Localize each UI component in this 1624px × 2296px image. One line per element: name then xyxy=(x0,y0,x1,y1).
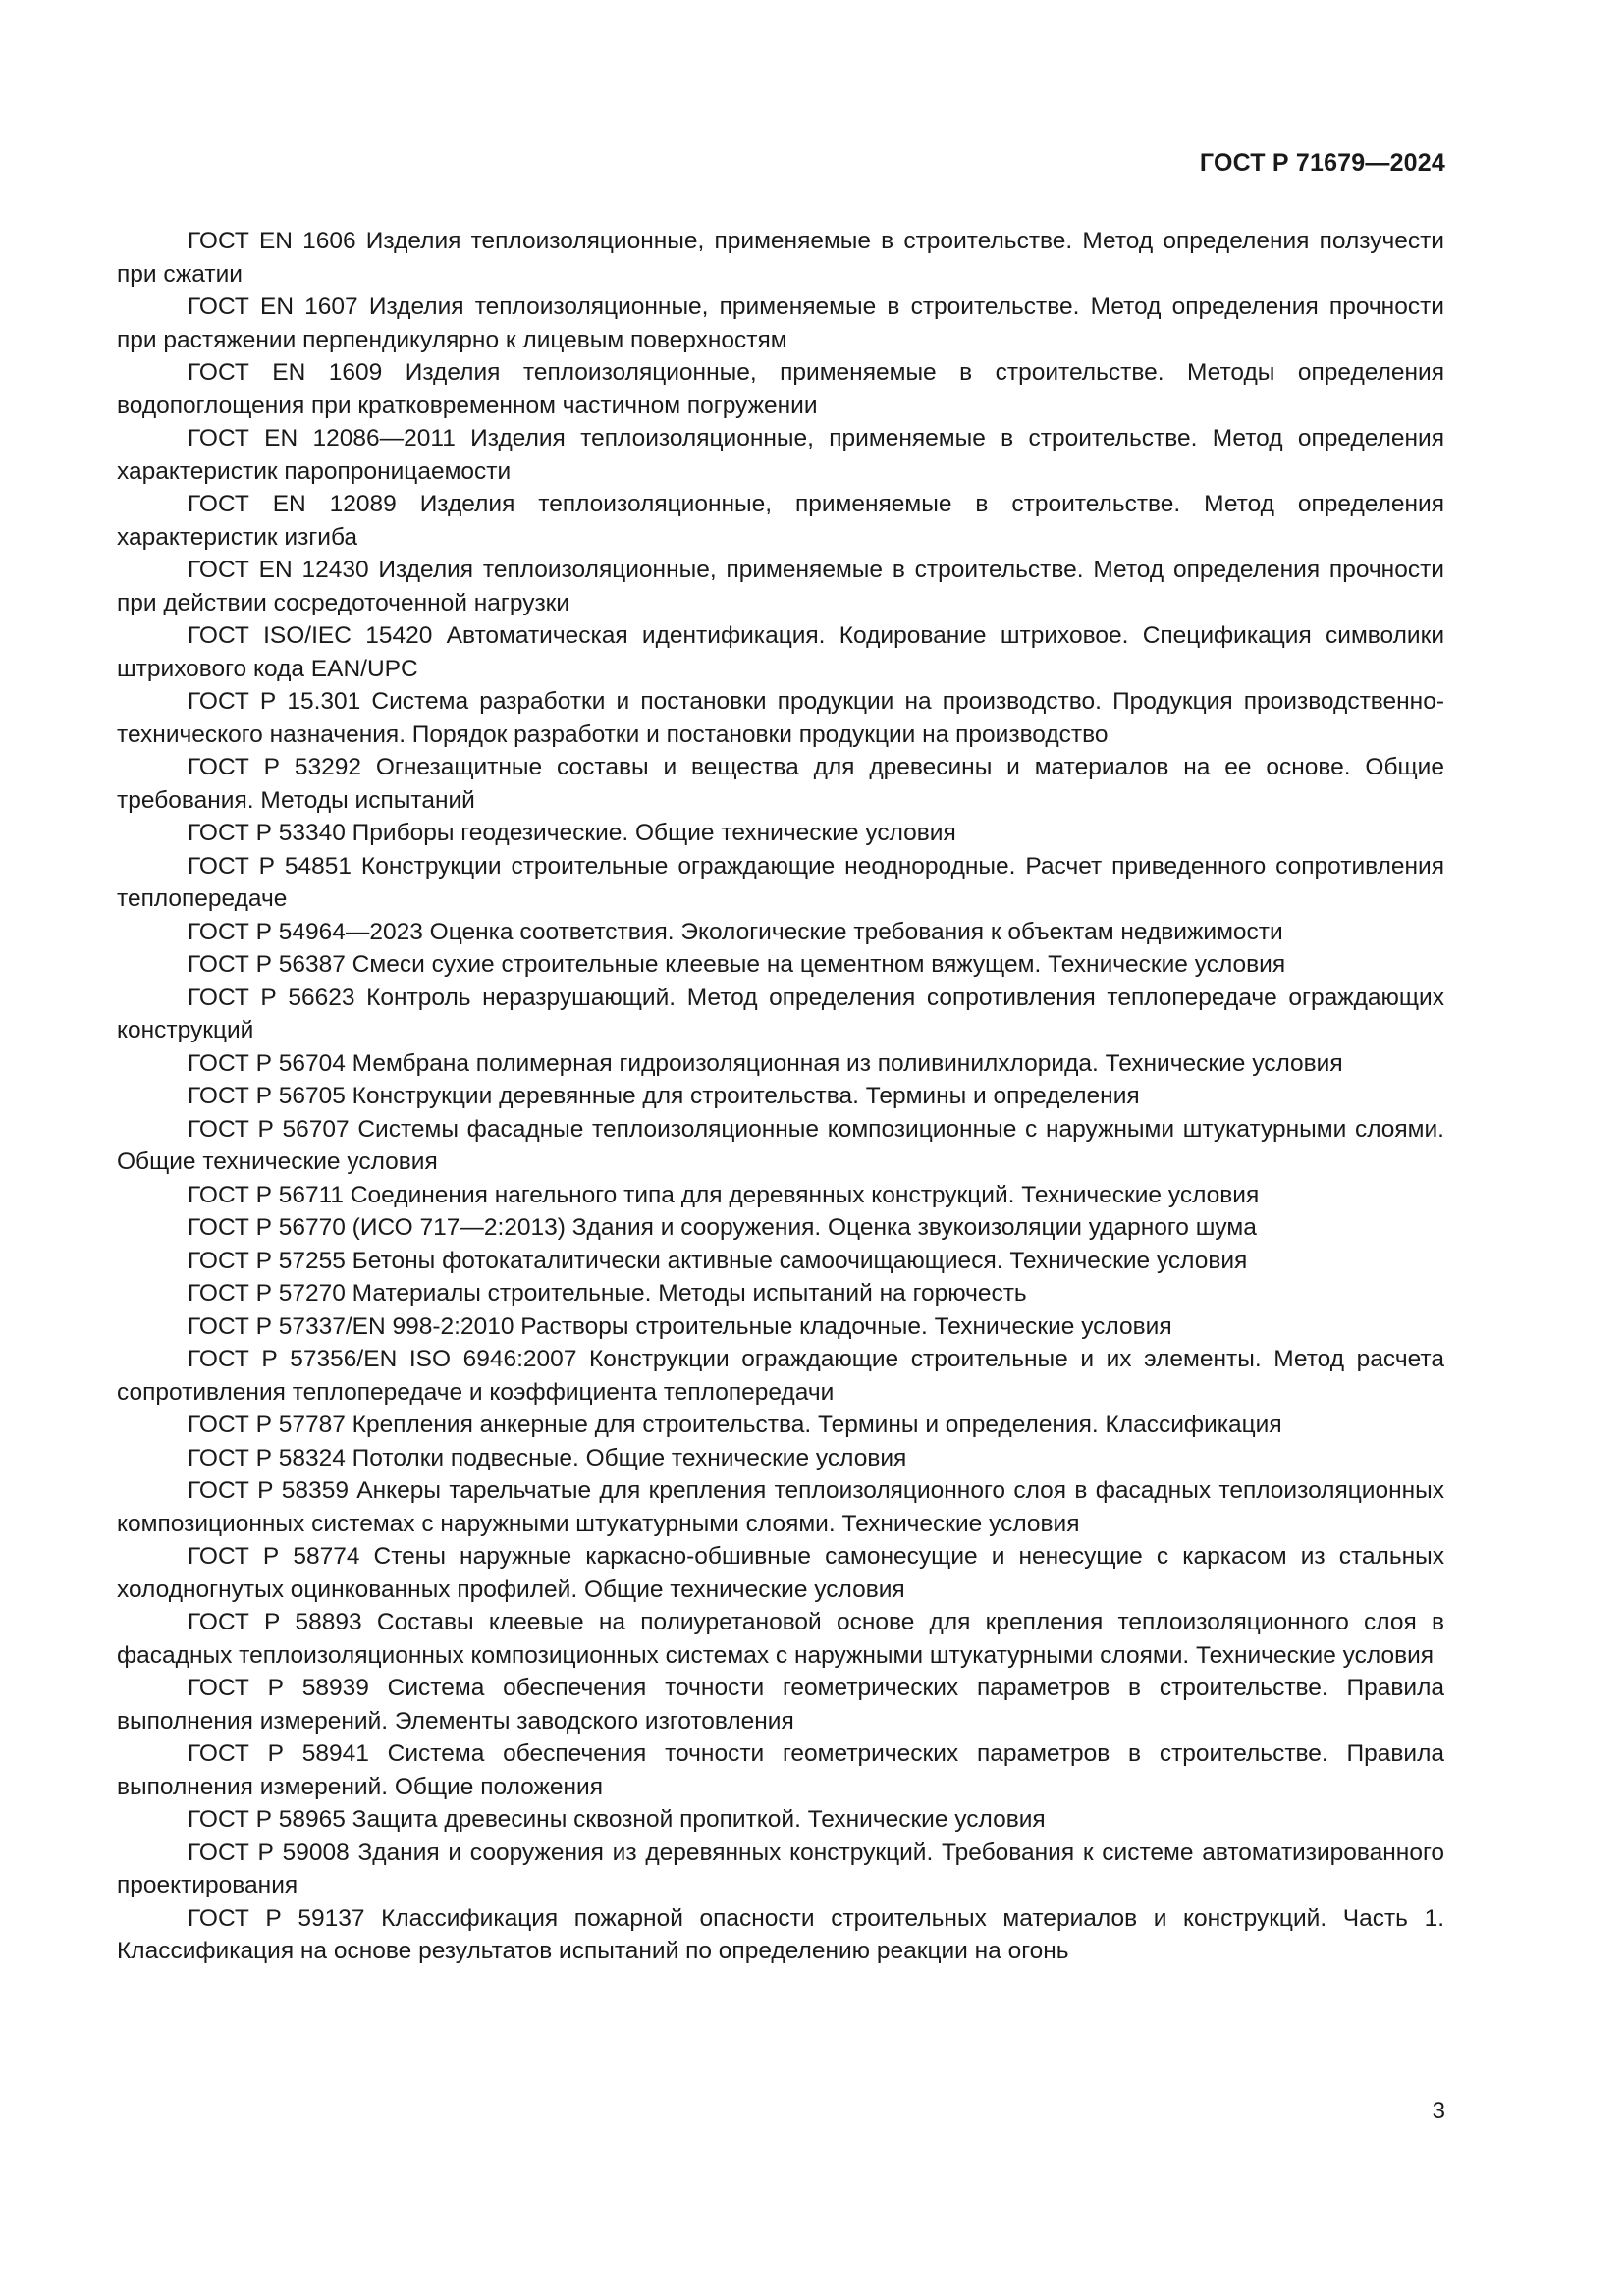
reference-item: ГОСТ Р 56705 Конструкции деревянные для строительства. Термины и определения xyxy=(188,1083,1140,1109)
reference-item: ГОСТ Р 15.301 Система разработки и постановки продукции на производство. Продукция производственно-технического назначения. Порядок разработки и постановки продукции на производство xyxy=(117,688,1444,748)
reference-item: ГОСТ EN 1609 Изделия теплоизоляционные, применяемые в строительстве. Методы определения водопоглощения при кратковременном частичном погружении xyxy=(117,359,1444,419)
reference-item: ГОСТ Р 53340 Приборы геодезические. Общие технические условия xyxy=(188,820,956,846)
reference-item: ГОСТ Р 57255 Бетоны фотокаталитически активные самоочищающиеся. Технические условия xyxy=(188,1247,1248,1274)
reference-item: ГОСТ ISO/IEC 15420 Автоматическая идентификация. Кодирование штриховое. Спецификация символики штрихового кода EAN/UPC xyxy=(117,622,1444,682)
reference-item: ГОСТ Р 58893 Составы клеевые на полиуретановой основе для крепления теплоизоляционного слоя в фасадных теплоизоляционных композиционных системах с наружными штукатурными слоями. Технические условия xyxy=(117,1609,1444,1669)
reference-item: ГОСТ Р 57337/EN 998-2:2010 Растворы строительные кладочные. Технические условия xyxy=(188,1312,1172,1340)
reference-item: ГОСТ Р 57787 Крепления анкерные для строительства. Термины и определения. Классификация xyxy=(188,1412,1282,1438)
reference-item: ГОСТ Р 56704 Мембрана полимерная гидроизоляционная из поливинилхлорида. Технические условия xyxy=(188,1049,1343,1077)
reference-item: ГОСТ Р 56707 Системы фасадные теплоизоляционные композиционные с наружными штукатурными слоями. Общие технические условия xyxy=(117,1115,1444,1175)
reference-item: ГОСТ Р 58965 Защита древесины сквозной пропиткой. Технические условия xyxy=(188,1806,1046,1833)
page-number: 3 xyxy=(1432,2098,1445,2124)
reference-item: ГОСТ Р 58359 Анкеры тарельчатые для крепления теплоизоляционного слоя в фасадных теплоизоляционных композиционных системах с наружными штукатурными слоями. Технические условия xyxy=(117,1477,1444,1537)
reference-item: ГОСТ EN 1607 Изделия теплоизоляционные, применяемые в строительстве. Метод определения прочности при растяжении перпендикулярно к лицевым поверхностям xyxy=(117,294,1444,353)
reference-item: ГОСТ Р 56623 Контроль неразрушающий. Метод определения сопротивления теплопередаче ограждающих конструкций xyxy=(117,984,1444,1043)
reference-item: ГОСТ Р 58941 Система обеспечения точности геометрических параметров в строительстве. Правила выполнения измерений. Общие положения xyxy=(117,1740,1444,1800)
reference-item: ГОСТ Р 59137 Классификация пожарной опасности строительных материалов и конструкций. Часть 1. Классификация на основе результатов испытаний по определению реакции на огонь xyxy=(117,1904,1444,1964)
reference-item: ГОСТ Р 56387 Смеси сухие строительные клеевые на цементном вяжущем. Технические условия xyxy=(188,951,1286,978)
reference-item: ГОСТ Р 58939 Система обеспечения точности геометрических параметров в строительстве. Правила выполнения измерений. Элементы заводского изготовления xyxy=(117,1675,1444,1735)
reference-item: ГОСТ Р 57356/EN ISO 6946:2007 Конструкции ограждающие строительные и их элементы. Метод расчета сопротивления теплопередаче и коэффициента теплопередачи xyxy=(117,1346,1444,1406)
reference-item: ГОСТ EN 12086—2011 Изделия теплоизоляционные, применяемые в строительстве. Метод определения характеристик паропроницаемости xyxy=(117,425,1444,485)
document-header-code: ГОСТ Р 71679—2024 xyxy=(1199,149,1445,177)
normative-references-list xyxy=(117,225,1444,1968)
reference-item: ГОСТ Р 54964—2023 Оценка соответствия. Экологические требования к объектам недвижимости xyxy=(188,918,1283,945)
reference-item: ГОСТ Р 58774 Стены наружные каркасно-обшивные самонесущие и ненесущие с каркасом из стальных холодногнутых оцинкованных профилей. Общие технические условия xyxy=(117,1543,1444,1603)
reference-item: ГОСТ Р 59008 Здания и сооружения из деревянных конструкций. Требования к системе автоматизированного проектирования xyxy=(117,1839,1444,1898)
reference-item: ГОСТ Р 56770 (ИСО 717—2:2013) Здания и сооружения. Оценка звукоизоляции ударного шума xyxy=(188,1214,1257,1241)
reference-item: ГОСТ EN 12430 Изделия теплоизоляционные, применяемые в строительстве. Метод определения прочности при действии сосредоточенной нагрузки xyxy=(117,557,1444,616)
reference-item: ГОСТ Р 58324 Потолки подвесные. Общие технические условия xyxy=(188,1444,907,1471)
reference-item: ГОСТ Р 54851 Конструкции строительные ограждающие неоднородные. Расчет приведенного сопротивления теплопередаче xyxy=(117,852,1444,912)
reference-item: ГОСТ Р 53292 Огнезащитные составы и вещества для древесины и материалов на ее основе. Общие требования. Методы испытаний xyxy=(117,754,1444,814)
reference-item: ГОСТ Р 57270 Материалы строительные. Методы испытаний на горючесть xyxy=(188,1280,1027,1307)
reference-item: ГОСТ Р 56711 Соединения нагельного типа для деревянных конструкций. Технические условия xyxy=(188,1181,1260,1208)
reference-item: ГОСТ EN 1606 Изделия теплоизоляционные, применяемые в строительстве. Метод определения ползучести при сжатии xyxy=(117,228,1444,288)
reference-item: ГОСТ EN 12089 Изделия теплоизоляционные, применяемые в строительстве. Метод определения характеристик изгиба xyxy=(117,491,1444,551)
